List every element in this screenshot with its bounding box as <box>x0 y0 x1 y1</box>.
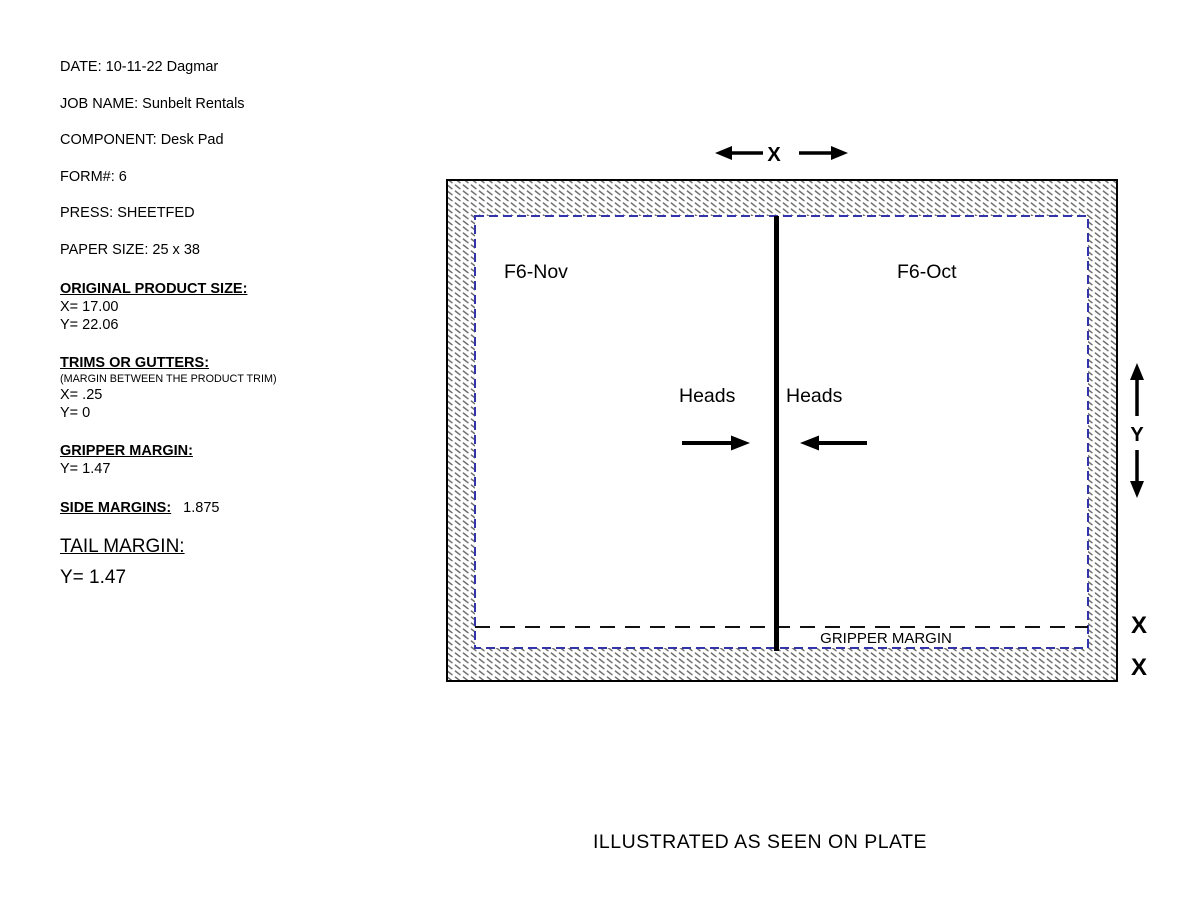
spec-press: PRESS: SHEETFED <box>60 205 195 222</box>
original-product-size-block <box>60 281 247 334</box>
gripper-margin-block <box>60 443 193 478</box>
gripper-margin-y: Y= 1.47 <box>60 461 111 477</box>
x-width-arrow-right-icon <box>799 146 848 160</box>
tail-margin-block <box>60 536 185 589</box>
original-product-size-x: X= 17.00 <box>60 299 119 315</box>
panel-label-right: F6-Oct <box>897 261 957 283</box>
original-product-size-y: Y= 22.06 <box>60 317 119 333</box>
spec-date: DATE: 10-11-22 Dagmar <box>60 59 219 75</box>
spec-job-name: JOB NAME: Sunbelt Rentals <box>60 95 245 112</box>
gripper-margin-diagram-label: GRIPPER MARGIN <box>820 630 952 647</box>
trims-or-gutters-block <box>60 355 277 422</box>
panel-label-left: F6-Nov <box>504 261 568 283</box>
tail-margin-y: Y= 1.47 <box>60 567 127 588</box>
spec-component: COMPONENT: Desk Pad <box>60 132 224 149</box>
gripper-margin-heading: GRIPPER MARGIN: <box>60 443 193 459</box>
y-axis-label: Y <box>1130 424 1144 446</box>
original-product-size-heading: ORIGINAL PRODUCT SIZE: <box>60 281 248 297</box>
trims-or-gutters-heading: TRIMS OR GUTTERS: <box>60 355 210 371</box>
y-height-arrow-up-icon <box>1130 363 1144 416</box>
trims-or-gutters-x: X= .25 <box>60 387 103 403</box>
tail-margin-heading: TAIL MARGIN: <box>60 536 185 557</box>
corner-mark-top: X <box>1130 612 1148 639</box>
plate-caption: ILLUSTRATED AS SEEN ON PLATE <box>593 831 928 853</box>
trims-or-gutters-note: (MARGIN BETWEEN THE PRODUCT TRIM) <box>60 373 277 385</box>
heads-left-label: Heads <box>679 385 736 407</box>
side-margins-block <box>60 499 219 517</box>
plate-diagram <box>430 130 1188 700</box>
spec-form-number: FORM#: 6 <box>60 168 127 185</box>
x-width-arrow-left-icon <box>715 146 763 160</box>
side-margins-heading: SIDE MARGINS: <box>60 500 172 516</box>
side-margins-value: 1.875 <box>183 500 220 516</box>
spec-paper-size: PAPER SIZE: 25 x 38 <box>60 241 200 258</box>
corner-mark-bottom: X <box>1130 654 1148 681</box>
job-spec-panel <box>60 60 245 280</box>
trims-or-gutters-y: Y= 0 <box>60 405 91 421</box>
y-height-arrow-down-icon <box>1130 450 1144 498</box>
x-axis-label: X <box>767 144 781 166</box>
heads-right-label: Heads <box>786 385 843 407</box>
